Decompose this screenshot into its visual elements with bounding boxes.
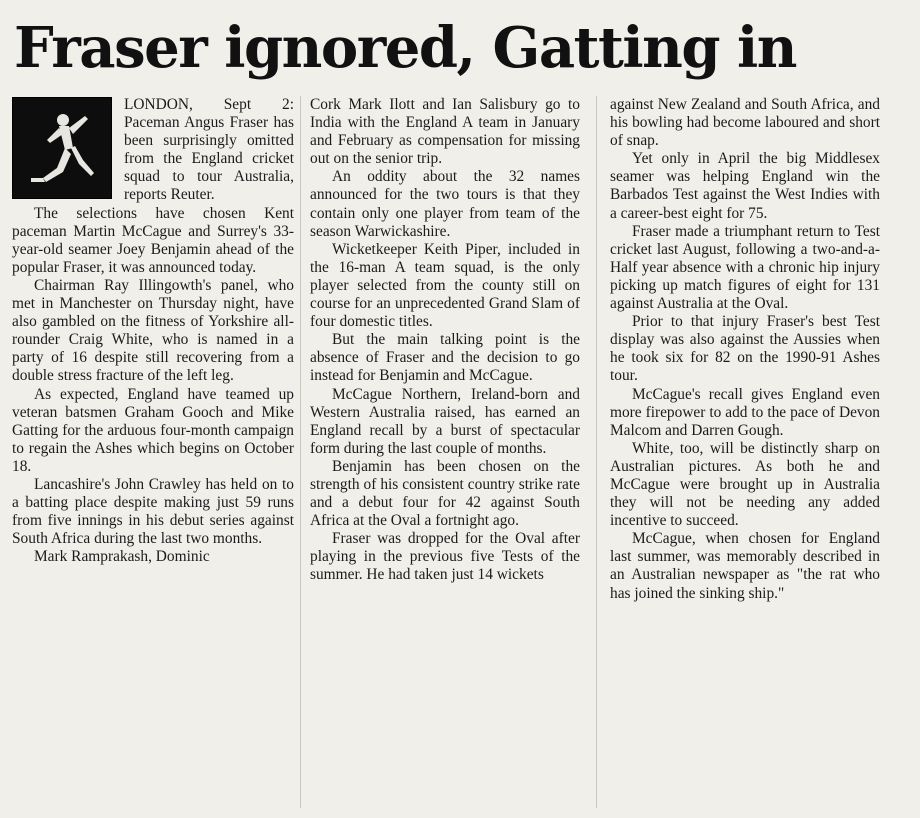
paragraph: Prior to that injury Fraser's best Test display was also against the Aussies when he took six for 82 on the 1990-91 Ashes tour. (610, 313, 880, 385)
paragraph: against New Zealand and South Africa, and his bowling had become laboured and short of snap. (610, 96, 880, 150)
paragraph: Fraser was dropped for the Oval after playing in the previous five Tests of the summer. He had taken just 14 wickets (310, 530, 580, 584)
paragraph: McCague Northern, Ireland-born and Western Australia raised, has earned an England recall by a burst of spectacular form during the last couple of months. (310, 385, 580, 457)
paragraph: Lancashire's John Crawley has held on to a batting place despite making just 59 runs from five innings in his debut series against South Africa during the last two months. (12, 475, 294, 548)
paragraph: White, too, will be distinctly sharp on Australian pictures. As both he and McCague were brought up in Australia they will not be needing any added incentive to succeed. (610, 439, 880, 530)
paragraph: Cork Mark Ilott and Ian Salisbury go to India with the England A team in January and February as compensation for missing out on the senior trip. (310, 96, 580, 168)
article-column-2 (310, 96, 580, 812)
paragraph: Fraser made a triumphant return to Test cricket last August, following a two-and-a-Half year absence with a chronic hip injury picking up match figures of eight for 131 against Australia at the Oval. (610, 222, 880, 313)
bowler-silhouette-icon (13, 98, 111, 198)
paragraph: Yet only in April the big Middlesex seamer was helping England win the Barbados Test against the West Indies with a career-best eight for 75. (610, 150, 880, 222)
paragraph: But the main talking point is the absence of Fraser and the decision to go instead for Benjamin and McCague. (310, 331, 580, 385)
headline: Fraser ignored, Gatting in (14, 15, 796, 81)
paragraph: As expected, England have teamed up veteran batsmen Graham Gooch and Mike Gatting for the arduous four-month campaign to regain the Ashes which begins on October 18. (12, 385, 294, 475)
paragraph: McCague, when chosen for England last summer, was memorably described in an Australian newspaper as "the rat who has joined the sinking ship." (610, 530, 880, 602)
article-column-3 (610, 96, 880, 812)
paragraph: The selections have chosen Kent paceman Martin McCague and Surrey's 33-year-old seamer Joey Benjamin ahead of the popular Fraser, it was announced today. (12, 204, 294, 276)
cricketer-photo (12, 97, 112, 199)
paragraph: Chairman Ray Illingowth's panel, who met in Manchester on Thursday night, have also gambled on the fitness of Yorkshire all-rounder Craig White, who is named in a party of 16 despite still recovering from a double stress fracture of the left leg. (12, 276, 294, 385)
paragraph: LONDON, Sept 2: Paceman Angus Fraser has been surprisingly omitted from the England cricket squad to tour Australia, reports Reuter. (124, 96, 294, 204)
paragraph: Benjamin has been chosen on the strength of his consistent country strike rate and a debut four for 42 against South Africa at the Oval a fortnight ago. (310, 457, 580, 530)
paragraph: McCague's recall gives England even more firepower to add to the pace of Devon Malcom and Darren Gough. (610, 385, 880, 439)
paragraph: Wicketkeeper Keith Piper, included in the 16-man A team squad, is the only player selected from the county still on course for an unprecedented Grand Slam of four domestic titles. (310, 240, 580, 331)
paragraph: Mark Ramprakash, Dominic (34, 548, 210, 566)
column-divider (300, 96, 301, 808)
column-divider (596, 96, 597, 808)
article-column-1 (12, 96, 294, 812)
paragraph: An oddity about the 32 names announced for the two tours is that they contain only one player from team of the season Warwickashire. (310, 168, 580, 240)
